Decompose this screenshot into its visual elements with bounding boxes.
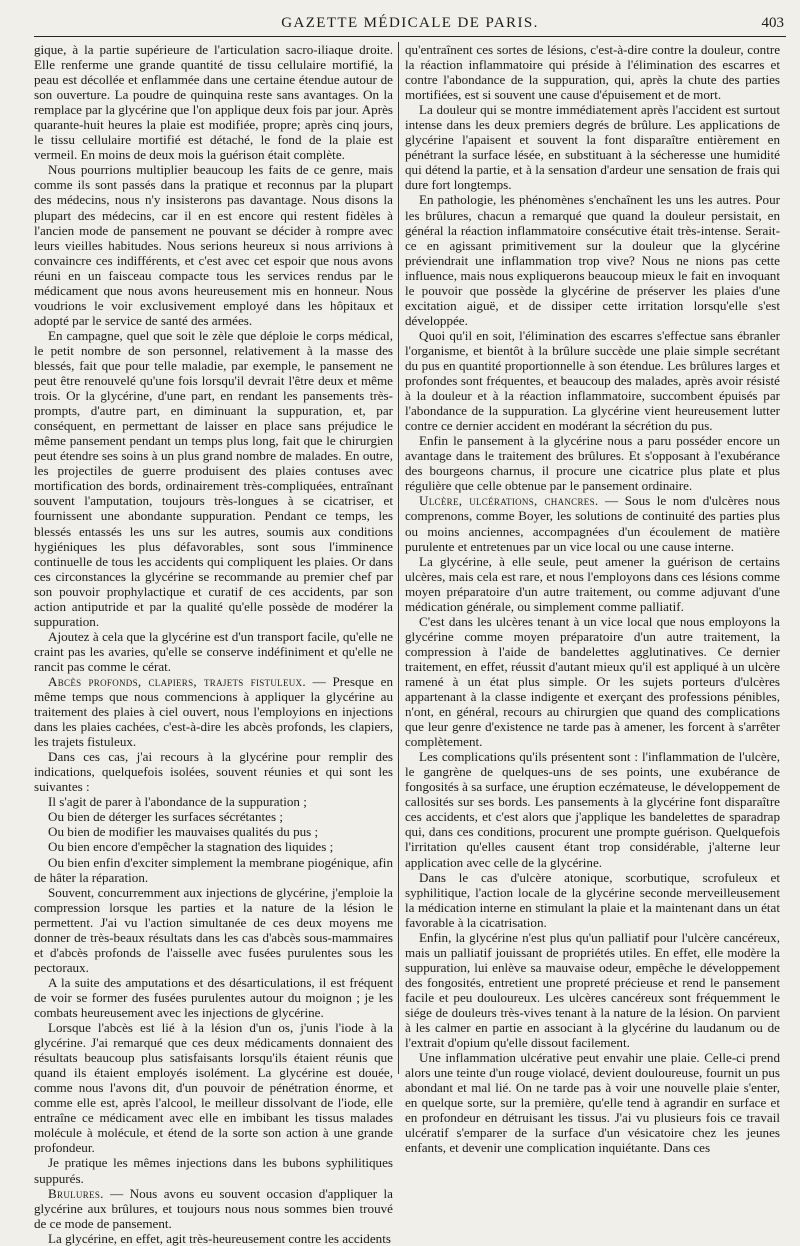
paragraph: Nous pourrions multiplier beaucoup les faits de ce genre, mais comme ils sont passés dans la pratique et reconnus par la plupart des médecins, nous n'y insisterons pas davantage. Nous disons la plupart des médecins, car il en est encore qui restent fidèles à l'ancien mode de pansement ne pouvant se décider à rompre avec leurs vieilles habitudes. Nous serions heureux si nous arrivions à convaincre ces indifférents, et c'est avec cet espoir que nous avons réuni en un faisceau compacte tous les services rendus par le médicament que nous avons heureusement mis en honneur. Nous voudrions le voir exclusivement employé dans les hôpitaux et adopté par le service de santé des armées.: [34, 162, 393, 328]
paragraph-abces: [34, 674, 393, 749]
paragraph: La douleur qui se montre immédiatement après l'accident est surtout intense dans les deux premiers degrés de brûlure. Les applications de glycérine l'apaisent et souvent la font disparaître entièrement en pénétrant la surface lésée, en substituant à la sécheresse une humidité qui détend la partie, et à la sensation d'ardeur une sensation de frais qui dure fort longtemps.: [405, 102, 780, 193]
paragraph: Une inflammation ulcérative peut envahir une plaie. Celle-ci prend alors une teinte d'un rouge violacé, devient douloureuse, fournit un pus abondant et mal lié. On ne tarde pas à voir une nouvelle plaie s'enter, en quelque sorte, sur la première, qu'elle tend à agrandir en surface et en profondeur en détruisant les tissus. J'ai vu plusieurs fois ce travail ulcératif s'emparer de la surface d'un vésicatoire chez les jeunes enfants, et devenir une complication inquiétante. Dans ces: [405, 1050, 780, 1156]
paragraph-ulceres: [405, 493, 780, 553]
paragraph: Enfin le pansement à la glycérine nous a paru posséder encore un avantage dans le traitement des brûlures. Et s'opposant à l'exubérance des bourgeons charnus, il procure une cicatrice plus plate et plus régulière que celle obtenue par le pansement ordinaire.: [405, 433, 780, 494]
paragraph-text: — Presque en même temps que nous commencions à appliquer la glycérine au traitement des plaies à ciel ouvert, nous l'employions en injections dans les plaies cachées, c'est-à-dire les abcès profonds, les clapiers, les trajets fistuleux.: [34, 673, 394, 750]
list-item: Il s'agit de parer à l'abondance de la suppuration ;: [48, 794, 307, 810]
paragraph: En campagne, quel que soit le zèle que déploie le corps médical, le petit nombre de son personnel, relativement à la masse des blessés, fait que pour telle maladie, par exemple, le pansement ne peut être renouvelé qu'une fois lorsqu'il devrait l'être deux et même trois. Or la glycérine, d'une part, en rendant les pansements très-prompts, d'autre part, en diminuant la suppuration, et, par conséquent, en permettant de laisser en place sans préjudice le même pansement pendant un temps plus long, fait que le chirurgien peut étendre ses soins à un plus grand nombre de malades. En outre, les projectiles de guerre produisent des plaies contuses avec mortification des bords, ordinairement très-compliquées, entraînant souvent l'amputation, toujours très-longues à se cicatriser, et fournissent une abondante suppuration. Pendant ce temps, les blessés entassés les uns sur les autres, soumis aux conditions hygiéniques les plus défavorables, sont sous l'imminence continuelle de tous les accidents qui compliquent les plaies. Or dans ces circonstances la glycérine se recommande au premier chef par son pouvoir prophylactique et curatif de ces accidents, par son action antiputride et par la qualité qu'elle possède de modérer la suppuration.: [34, 327, 393, 629]
paragraph: Ajoutez à cela que la glycérine est d'un transport facile, qu'elle ne craint pas les avaries, qu'elle se conserve indéfiniment et qu'elle ne rancit pas comme le cérat.: [34, 628, 393, 674]
paragraph: C'est dans les ulcères tenant à un vice local que nous employons la glycérine comme moyen préparatoire d'un autre traitement, la compression à l'aide de bandelettes agglutinatives. Ce dernier traitement, en effet, réussit d'autant mieux qu'il est appliqué à un ulcère ramené à un état plus simple. Or les sujets porteurs d'ulcères appartenant à la classe indigente et exerçant des professions pénibles, n'ont, en général, recours au chirurgien que quand des complications que leur genre d'existence ne tarde pas à amener, les forcent à s'arrêter complètement.: [405, 613, 780, 750]
paragraph: Quoi qu'il en soit, l'élimination des escarres s'effectue sans ébranler l'organisme, et bientôt à la brûlure succède une plaie simple secrétant du pus en quantité proportionnelle à son étendue. Les brûlures larges et profondes sont fréquentes, et beaucoup des malades, après avoir résisté à la douleur et à la réaction inflammatoire, succombent épuisés par l'abondance de la suppuration. La glycérine vient heureusement lutter contre ce dernier accident en modérant la sécrétion du pus.: [405, 327, 780, 434]
paragraph: Dans ces cas, j'ai recours à la glycérine pour remplir des indications, quelquefois isolées, souvent réunies et qui sont les suivantes :: [34, 749, 393, 795]
list-item: Ou bien de déterger les surfaces sécrétantes ;: [48, 809, 283, 825]
right-column: [405, 42, 780, 1156]
paragraph: Je pratique les mêmes injections dans les bubons syphilitiques suppurés.: [34, 1155, 393, 1186]
paragraph-text: — Nous avons eu souvent occasion d'appliquer la glycérine aux brûlures, et toujours nous nous sommes bien trouvé de ce mode de pansement.: [34, 1185, 393, 1231]
list-item: Ou bien enfin d'exciter simplement la membrane piogénique, afin de hâter la réparation.: [34, 854, 393, 885]
list-item: Ou bien de modifier les mauvaises qualités du pus ;: [48, 824, 319, 840]
paragraph: A la suite des amputations et des désarticulations, il est fréquent de voir se former des fusées purulentes autour du moignon ; je les combats heureusement avec les injections de glycérine.: [34, 974, 393, 1020]
page-header: [34, 14, 786, 37]
page-number: 403: [761, 15, 784, 31]
paragraph-text: — Sous le nom d'ulcères nous comprenons, comme Boyer, les solutions de continuité des parties plus ou moins anciennes, accompagnées d'un écoulement de matière purulente et entretenues par un vice local ou une cause interne.: [405, 493, 780, 554]
section-heading: Ulcère, ulcérations, chancres.: [419, 493, 599, 509]
paragraph: La glycérine, à elle seule, peut amener la guérison de certains ulcères, mais cela est rare, et nous l'employons dans ces lésions comme moyen préparatoire d'un autre traitement, ou comme adjuvant d'une médication générale, ou simplement comme palliatif.: [405, 553, 780, 614]
paragraph: qu'entraînent ces sortes de lésions, c'est-à-dire contre la douleur, contre la réaction inflammatoire qui préside à l'élimination des escarres et contre l'abondance de la suppuration, qui, après la chute des parties mortifiées, est si souvent une cause d'épuisement et de mort.: [405, 42, 780, 103]
section-heading: Abcès profonds, clapiers, trajets fistuleux.: [48, 673, 306, 689]
left-column: [34, 42, 394, 1246]
list-item: Ou bien encore d'empêcher la stagnation des liquides ;: [48, 839, 334, 855]
journal-title: GAZETTE MÉDICALE DE PARIS.: [281, 15, 539, 31]
paragraph: Les complications qu'ils présentent sont : l'inflammation de l'ulcère, le gangrène de quelques-uns de ses points, une exubérance de fongosités à sa surface, une éruption eczémateuse, le développement de callosités sur ses bords. Les pansements à la glycérine font disparaître ces accidents, et c'est alors que j'applique les bandelettes de sparadrap qui, dans ces conditions, procurent une prompte guérison. Quelquefois l'irritation qu'elles causent étant trop considérable, j'alterne leur application avec celle de la glycérine.: [405, 749, 780, 870]
section-heading: Brulures.: [48, 1185, 104, 1201]
paragraph: Enfin, la glycérine n'est plus qu'un palliatif pour l'ulcère cancéreux, mais un palliatif jouissant de propriétés utiles. En effet, elle modère la suppuration, lui enlève sa mauvaise odeur, empêche le développement des fongosités, entretient une propreté précieuse et rend le pansement facile et peu douloureux. Les ulcères cancéreux sont fréquemment le siége de douleurs très-vives tenant à la nature de la lésion. On parvient à les calmer en partie en associant à la glycérine du laudanum ou de l'extrait d'opium qu'elle dissout facilement.: [405, 929, 780, 1051]
paragraph: Dans le cas d'ulcère atonique, scorbutique, scrofuleux et syphilitique, l'action locale de la glycérine seconde merveilleusement la médication interne en stimulant la plaie et la maintenant dans un état favorable à la cicatrisation.: [405, 869, 780, 930]
paragraph: En pathologie, les phénomènes s'enchaînent les uns les autres. Pour les brûlures, chacun a remarqué que quand la douleur persistait, en général la réaction inflammatoire consécutive était très-intense. Serait-ce en agissant primitivement sur la douleur que la glycérine préviendrait une inflammation trop vive? Nous ne nions pas cette influence, mais nous expliquerons beaucoup mieux le fait en invoquant le pouvoir que possède la glycérine de préserver les plaies d'une excitation aiguë, et de dissiper cette irritation lorsqu'elle s'est développée.: [405, 192, 780, 328]
paragraph: La glycérine, en effet, agit très-heureusement contre les accidents: [48, 1230, 391, 1246]
paragraph-brulures: [34, 1186, 393, 1231]
paragraph: Souvent, concurremment aux injections de glycérine, j'emploie la compression lorsque les parties et la nature de la lésion le permettent. J'ai vu l'action simultanée de ces deux moyens me donner de très-beaux résultats dans les cas d'abcès sous-mammaires et d'abcès profonds de l'aisselle avec fusées purulentes sous les pectoraux.: [34, 884, 393, 975]
paragraph: gique, à la partie supérieure de l'articulation sacro-iliaque droite. Elle renferme une grande quantité de tissu cellulaire mortifié, la peau est décollée et enflammée dans une certaine étendue autour de son ouverture. La poudre de quinquina reste sans avantages. On la remplace par la glycérine que l'on applique deux fois par jour. Après quarante-huit heures la plaie est modifiée, propre; après cinq jours, le tissu cellulaire mortifié est détaché, le fond de la plaie est vermeil. En moins de deux mois la guérison était complète.: [34, 42, 393, 163]
paragraph: Lorsque l'abcès est lié à la lésion d'un os, j'unis l'iode à la glycérine. J'ai remarqué que ces deux médicaments donnaient des résultats beaucoup plus satisfaisants lorsqu'ils étaient réunis que quand ils étaient employés isolément. La glycérine est douée, comme nous l'avons dit, d'un pouvoir de pénétration énorme, et comme elle est, après l'alcool, le meilleur dissolvant de l'iode, elle entraîne ce médicament avec elle en imbibant les tissus malades molécule à molécule, et étend de la sorte son action à une grande profondeur.: [34, 1020, 393, 1156]
column-divider: [398, 42, 399, 1074]
